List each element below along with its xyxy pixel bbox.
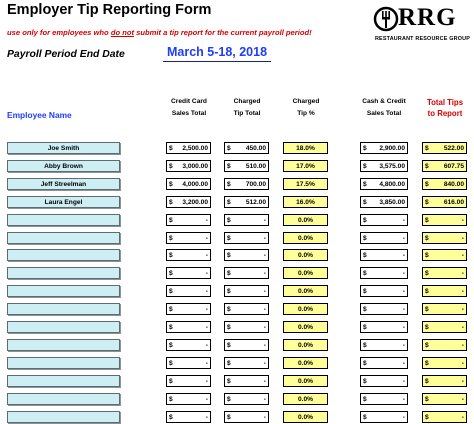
cc-sales-cell[interactable] bbox=[166, 303, 211, 315]
cash-cc-sales-cell[interactable] bbox=[360, 142, 408, 154]
header-cc-sales-line1: Credit Card bbox=[171, 98, 207, 105]
cash-cc-sales-cell[interactable] bbox=[360, 357, 408, 369]
employee-name-field[interactable] bbox=[7, 303, 120, 315]
currency-symbol: $ bbox=[227, 413, 231, 421]
header-total-tips-line2: to Report bbox=[427, 109, 463, 118]
fork-icon bbox=[374, 6, 398, 32]
table-row bbox=[0, 267, 474, 280]
header-cash-cc-line2: Sales Total bbox=[366, 110, 402, 117]
cc-sales-cell[interactable] bbox=[166, 285, 211, 297]
header-employee-name: Employee Name bbox=[7, 110, 72, 120]
charged-tip-cell[interactable] bbox=[224, 339, 269, 351]
total-tips-cell[interactable] bbox=[422, 178, 467, 190]
header-cash-cc-line1: Cash & Credit bbox=[362, 98, 406, 105]
cc-sales-cell-value: 4,000.00 bbox=[182, 180, 208, 188]
cash-cc-sales-cell[interactable] bbox=[360, 267, 408, 279]
table-row bbox=[0, 178, 474, 191]
total-tips-cell-value: - bbox=[461, 341, 464, 349]
currency-symbol: $ bbox=[425, 198, 429, 206]
cc-sales-cell[interactable] bbox=[166, 142, 211, 154]
currency-symbol: $ bbox=[227, 341, 231, 349]
charged-tip-cell-value: - bbox=[263, 288, 266, 296]
tip-percent-cell: 0.0% bbox=[283, 285, 328, 297]
total-tips-cell-value: 522.00 bbox=[443, 145, 464, 152]
employee-name-field[interactable] bbox=[7, 339, 120, 351]
total-tips-cell[interactable] bbox=[422, 249, 467, 261]
charged-tip-cell-value: 700.00 bbox=[245, 180, 266, 188]
charged-tip-cell-value: - bbox=[263, 252, 266, 260]
tip-percent-cell: 17.0% bbox=[283, 160, 328, 172]
currency-symbol: $ bbox=[169, 341, 173, 349]
cc-sales-cell-value: - bbox=[205, 252, 208, 260]
employee-name-field[interactable]: Joe Smith bbox=[7, 142, 120, 154]
cash-cc-sales-cell[interactable] bbox=[360, 375, 408, 387]
cc-sales-cell-value: - bbox=[205, 324, 208, 331]
currency-symbol: $ bbox=[227, 324, 231, 331]
cash-cc-sales-cell-value: - bbox=[402, 216, 405, 224]
charged-tip-cell-value: - bbox=[263, 216, 266, 224]
employee-name-field[interactable]: Laura Engel bbox=[7, 196, 120, 208]
currency-symbol: $ bbox=[363, 198, 367, 206]
header-cc-sales-line2: Sales Total bbox=[171, 110, 207, 117]
charged-tip-cell-value: 450.00 bbox=[245, 145, 266, 152]
cc-sales-cell[interactable] bbox=[166, 393, 211, 405]
currency-symbol: $ bbox=[363, 359, 367, 367]
header-cash-cc-sales bbox=[352, 96, 416, 120]
cc-sales-cell-value: - bbox=[205, 395, 208, 403]
cash-cc-sales-cell[interactable] bbox=[360, 393, 408, 405]
employee-name-field[interactable] bbox=[7, 411, 120, 423]
charged-tip-cell-value: - bbox=[263, 341, 266, 349]
employee-name-field[interactable] bbox=[7, 321, 120, 333]
charged-tip-cell-value: 510.00 bbox=[245, 162, 266, 170]
employee-name-field[interactable]: Jeff Streelman bbox=[7, 178, 120, 190]
charged-tip-cell-value: - bbox=[263, 270, 266, 278]
tip-percent-cell: 16.0% bbox=[283, 196, 328, 208]
header-charged-tip-line1: Charged bbox=[233, 98, 261, 105]
total-tips-cell[interactable] bbox=[422, 339, 467, 351]
cash-cc-sales-cell-value: - bbox=[402, 288, 405, 296]
subtitle-emphasis: do not bbox=[110, 28, 135, 37]
cc-sales-cell[interactable] bbox=[166, 357, 211, 369]
tip-percent-cell: 0.0% bbox=[283, 321, 328, 333]
currency-symbol: $ bbox=[363, 270, 367, 278]
total-tips-cell[interactable] bbox=[422, 160, 467, 172]
total-tips-cell-value: - bbox=[461, 252, 464, 260]
table-row bbox=[0, 160, 474, 173]
currency-symbol: $ bbox=[169, 324, 173, 331]
currency-symbol: $ bbox=[425, 377, 429, 385]
tip-percent-cell: 0.0% bbox=[283, 339, 328, 351]
currency-symbol: $ bbox=[227, 145, 231, 152]
currency-symbol: $ bbox=[363, 216, 367, 224]
cash-cc-sales-cell-value: - bbox=[402, 270, 405, 278]
cash-cc-sales-cell[interactable] bbox=[360, 196, 408, 208]
currency-symbol: $ bbox=[363, 180, 367, 188]
currency-symbol: $ bbox=[425, 341, 429, 349]
currency-symbol: $ bbox=[363, 162, 367, 170]
currency-symbol: $ bbox=[363, 341, 367, 349]
currency-symbol: $ bbox=[363, 395, 367, 403]
total-tips-cell-value: 840.00 bbox=[443, 180, 464, 188]
charged-tip-cell[interactable] bbox=[224, 232, 269, 244]
currency-symbol: $ bbox=[169, 359, 173, 367]
charged-tip-cell[interactable] bbox=[224, 142, 269, 154]
currency-symbol: $ bbox=[169, 270, 173, 278]
currency-symbol: $ bbox=[425, 288, 429, 296]
total-tips-cell-value: - bbox=[461, 324, 464, 331]
currency-symbol: $ bbox=[227, 180, 231, 188]
currency-symbol: $ bbox=[169, 413, 173, 421]
tip-percent-cell: 0.0% bbox=[283, 267, 328, 279]
currency-symbol: $ bbox=[425, 162, 429, 170]
cc-sales-cell-value: - bbox=[205, 270, 208, 278]
tip-percent-cell: 0.0% bbox=[283, 393, 328, 405]
company-logo bbox=[374, 6, 470, 44]
cc-sales-cell-value: - bbox=[205, 288, 208, 296]
currency-symbol: $ bbox=[169, 145, 173, 152]
currency-symbol: $ bbox=[227, 234, 231, 242]
currency-symbol: $ bbox=[425, 180, 429, 188]
header-total-tips bbox=[416, 97, 474, 119]
header-charged-tip bbox=[218, 96, 276, 120]
cc-sales-cell[interactable] bbox=[166, 232, 211, 244]
charged-tip-cell[interactable] bbox=[224, 393, 269, 405]
tip-percent-cell: 0.0% bbox=[283, 214, 328, 226]
currency-symbol: $ bbox=[363, 288, 367, 296]
currency-symbol: $ bbox=[425, 234, 429, 242]
employee-name-field[interactable]: Abby Brown bbox=[7, 160, 120, 172]
cash-cc-sales-cell[interactable] bbox=[360, 303, 408, 315]
total-tips-cell-value: 607.75 bbox=[443, 162, 464, 170]
currency-symbol: $ bbox=[169, 234, 173, 242]
currency-symbol: $ bbox=[363, 324, 367, 331]
table-row bbox=[0, 142, 474, 155]
cash-cc-sales-cell-value: 4,800.00 bbox=[379, 180, 405, 188]
header-charged-pct-line2: Tip % bbox=[297, 110, 315, 117]
currency-symbol: $ bbox=[425, 306, 429, 314]
cash-cc-sales-cell-value: - bbox=[402, 377, 405, 385]
form-title: Employer Tip Reporting Form bbox=[7, 2, 212, 18]
employee-name-field[interactable] bbox=[7, 232, 120, 244]
charged-tip-cell-value: - bbox=[263, 377, 266, 385]
cash-cc-sales-cell-value: - bbox=[402, 306, 405, 314]
cc-sales-cell[interactable] bbox=[166, 160, 211, 172]
cc-sales-cell-value: 3,000.00 bbox=[182, 162, 208, 170]
cash-cc-sales-cell-value: - bbox=[402, 413, 405, 421]
cc-sales-cell-value: - bbox=[205, 359, 208, 367]
total-tips-cell-value: - bbox=[461, 234, 464, 242]
tip-percent-cell: 0.0% bbox=[283, 303, 328, 315]
cc-sales-cell-value: - bbox=[205, 341, 208, 349]
currency-symbol: $ bbox=[425, 359, 429, 367]
charged-tip-cell-value: - bbox=[263, 234, 266, 242]
cash-cc-sales-cell-value: 2,900.00 bbox=[379, 145, 405, 152]
cc-sales-cell[interactable] bbox=[166, 196, 211, 208]
cash-cc-sales-cell[interactable] bbox=[360, 160, 408, 172]
charged-tip-cell-value: - bbox=[263, 395, 266, 403]
table-row bbox=[0, 214, 474, 227]
total-tips-cell-value: - bbox=[461, 306, 464, 314]
total-tips-cell-value: - bbox=[461, 216, 464, 224]
employee-name-field[interactable] bbox=[7, 375, 120, 387]
currency-symbol: $ bbox=[425, 216, 429, 224]
total-tips-cell[interactable] bbox=[422, 375, 467, 387]
cc-sales-cell-value: - bbox=[205, 234, 208, 242]
header-cc-sales bbox=[160, 96, 218, 120]
currency-symbol: $ bbox=[227, 162, 231, 170]
currency-symbol: $ bbox=[227, 252, 231, 260]
cc-sales-cell[interactable] bbox=[166, 321, 211, 333]
total-tips-cell-value: - bbox=[461, 395, 464, 403]
cc-sales-cell-value: 3,200.00 bbox=[182, 198, 208, 206]
currency-symbol: $ bbox=[363, 234, 367, 242]
charged-tip-cell[interactable] bbox=[224, 285, 269, 297]
total-tips-cell[interactable] bbox=[422, 142, 467, 154]
currency-symbol: $ bbox=[169, 306, 173, 314]
charged-tip-cell[interactable] bbox=[224, 375, 269, 387]
currency-symbol: $ bbox=[227, 216, 231, 224]
header-charged-pct bbox=[277, 96, 335, 120]
table-row bbox=[0, 321, 474, 334]
cc-sales-cell[interactable] bbox=[166, 411, 211, 423]
currency-symbol: $ bbox=[363, 413, 367, 421]
cash-cc-sales-cell-value: - bbox=[402, 359, 405, 367]
cc-sales-cell-value: - bbox=[205, 306, 208, 314]
cc-sales-cell-value: 2,500.00 bbox=[182, 145, 208, 152]
tip-percent-cell: 0.0% bbox=[283, 411, 328, 423]
currency-symbol: $ bbox=[425, 270, 429, 278]
cash-cc-sales-cell-value: 3,575.00 bbox=[379, 162, 405, 170]
cash-cc-sales-cell[interactable] bbox=[360, 214, 408, 226]
currency-symbol: $ bbox=[169, 198, 173, 206]
header-charged-tip-line2: Tip Total bbox=[233, 110, 261, 117]
charged-tip-cell[interactable] bbox=[224, 214, 269, 226]
currency-symbol: $ bbox=[169, 180, 173, 188]
currency-symbol: $ bbox=[425, 395, 429, 403]
total-tips-cell-value: - bbox=[461, 288, 464, 296]
currency-symbol: $ bbox=[227, 306, 231, 314]
table-row bbox=[0, 285, 474, 298]
charged-tip-cell[interactable] bbox=[224, 321, 269, 333]
currency-symbol: $ bbox=[227, 198, 231, 206]
cash-cc-sales-cell-value: - bbox=[402, 395, 405, 403]
charged-tip-cell[interactable] bbox=[224, 178, 269, 190]
currency-symbol: $ bbox=[227, 288, 231, 296]
charged-tip-cell[interactable] bbox=[224, 303, 269, 315]
cash-cc-sales-cell-value: 3,850.00 bbox=[379, 198, 405, 206]
cc-sales-cell[interactable] bbox=[166, 178, 211, 190]
currency-symbol: $ bbox=[169, 252, 173, 260]
table-row bbox=[0, 232, 474, 245]
header-total-tips-line1: Total Tips bbox=[426, 98, 464, 107]
total-tips-cell-value: - bbox=[461, 359, 464, 367]
cash-cc-sales-cell[interactable] bbox=[360, 178, 408, 190]
subtitle-pre: use only for employees who bbox=[7, 28, 111, 37]
currency-symbol: $ bbox=[227, 395, 231, 403]
cc-sales-cell[interactable] bbox=[166, 339, 211, 351]
charged-tip-cell-value: 512.00 bbox=[245, 198, 266, 206]
tip-percent-cell: 0.0% bbox=[283, 249, 328, 261]
currency-symbol: $ bbox=[363, 377, 367, 385]
total-tips-cell[interactable] bbox=[422, 214, 467, 226]
cash-cc-sales-cell-value: - bbox=[402, 252, 405, 260]
cc-sales-cell-value: - bbox=[205, 377, 208, 385]
cash-cc-sales-cell[interactable] bbox=[360, 339, 408, 351]
currency-symbol: $ bbox=[363, 252, 367, 260]
tip-percent-cell: 0.0% bbox=[283, 375, 328, 387]
table-row bbox=[0, 249, 474, 262]
cash-cc-sales-cell[interactable] bbox=[360, 411, 408, 423]
tip-percent-cell: 17.5% bbox=[283, 178, 328, 190]
total-tips-cell[interactable] bbox=[422, 285, 467, 297]
cash-cc-sales-cell[interactable] bbox=[360, 232, 408, 244]
currency-symbol: $ bbox=[363, 306, 367, 314]
table-row bbox=[0, 303, 474, 316]
cash-cc-sales-cell[interactable] bbox=[360, 321, 408, 333]
total-tips-cell[interactable] bbox=[422, 357, 467, 369]
cc-sales-cell[interactable] bbox=[166, 249, 211, 261]
total-tips-cell[interactable] bbox=[422, 232, 467, 244]
currency-symbol: $ bbox=[169, 395, 173, 403]
charged-tip-cell-value: - bbox=[263, 413, 266, 421]
currency-symbol: $ bbox=[169, 377, 173, 385]
charged-tip-cell[interactable] bbox=[224, 357, 269, 369]
table-row bbox=[0, 393, 474, 406]
table-row bbox=[0, 357, 474, 370]
cash-cc-sales-cell-value: - bbox=[402, 341, 405, 349]
cc-sales-cell[interactable] bbox=[166, 267, 211, 279]
currency-symbol: $ bbox=[425, 145, 429, 152]
subtitle-post: submit a tip report for the current payroll period! bbox=[134, 28, 312, 37]
employee-name-field[interactable] bbox=[7, 249, 120, 261]
charged-tip-cell[interactable] bbox=[224, 249, 269, 261]
table-row bbox=[0, 411, 474, 424]
employee-name-field[interactable] bbox=[7, 214, 120, 226]
currency-symbol: $ bbox=[169, 162, 173, 170]
total-tips-cell-value: - bbox=[461, 413, 464, 421]
currency-symbol: $ bbox=[169, 216, 173, 224]
currency-symbol: $ bbox=[425, 252, 429, 260]
currency-symbol: $ bbox=[425, 413, 429, 421]
cash-cc-sales-cell[interactable] bbox=[360, 249, 408, 261]
charged-tip-cell[interactable] bbox=[224, 160, 269, 172]
currency-symbol: $ bbox=[227, 377, 231, 385]
logo-tagline: RESTAURANT RESOURCE GROUP bbox=[374, 36, 470, 42]
employee-name-field[interactable] bbox=[7, 285, 120, 297]
table-row bbox=[0, 339, 474, 352]
payroll-period-value[interactable]: March 5-18, 2018 bbox=[163, 45, 271, 62]
total-tips-cell[interactable] bbox=[422, 267, 467, 279]
employee-name-field[interactable] bbox=[7, 267, 120, 279]
tip-percent-cell: 0.0% bbox=[283, 357, 328, 369]
cash-cc-sales-cell[interactable] bbox=[360, 285, 408, 297]
total-tips-cell[interactable] bbox=[422, 393, 467, 405]
total-tips-cell-value: - bbox=[461, 270, 464, 278]
table-row bbox=[0, 196, 474, 209]
total-tips-cell[interactable] bbox=[422, 411, 467, 423]
total-tips-cell-value: - bbox=[461, 377, 464, 385]
payroll-period-label: Payroll Period End Date bbox=[7, 49, 125, 60]
employee-name-field[interactable] bbox=[7, 357, 120, 369]
currency-symbol: $ bbox=[227, 270, 231, 278]
tip-percent-cell: 18.0% bbox=[283, 142, 328, 154]
cc-sales-cell[interactable] bbox=[166, 214, 211, 226]
currency-symbol: $ bbox=[363, 145, 367, 152]
charged-tip-cell[interactable] bbox=[224, 267, 269, 279]
header-charged-pct-line1: Charged bbox=[292, 98, 320, 105]
currency-symbol: $ bbox=[425, 324, 429, 331]
logo-name: RRG bbox=[398, 4, 457, 31]
form-subtitle bbox=[7, 28, 312, 37]
cash-cc-sales-cell-value: - bbox=[402, 234, 405, 242]
charged-tip-cell[interactable] bbox=[224, 411, 269, 423]
total-tips-cell[interactable] bbox=[422, 321, 467, 333]
table-row bbox=[0, 375, 474, 388]
employee-name-field[interactable] bbox=[7, 393, 120, 405]
tip-percent-cell: 0.0% bbox=[283, 232, 328, 244]
cc-sales-cell-value: - bbox=[205, 216, 208, 224]
cash-cc-sales-cell-value: - bbox=[402, 324, 405, 331]
cc-sales-cell-value: - bbox=[205, 413, 208, 421]
charged-tip-cell-value: - bbox=[263, 306, 266, 314]
charged-tip-cell-value: - bbox=[263, 324, 266, 331]
currency-symbol: $ bbox=[169, 288, 173, 296]
total-tips-cell[interactable] bbox=[422, 303, 467, 315]
total-tips-cell[interactable] bbox=[422, 196, 467, 208]
total-tips-cell-value: 616.00 bbox=[443, 198, 464, 206]
cc-sales-cell[interactable] bbox=[166, 375, 211, 387]
charged-tip-cell-value: - bbox=[263, 359, 266, 367]
currency-symbol: $ bbox=[227, 359, 231, 367]
charged-tip-cell[interactable] bbox=[224, 196, 269, 208]
